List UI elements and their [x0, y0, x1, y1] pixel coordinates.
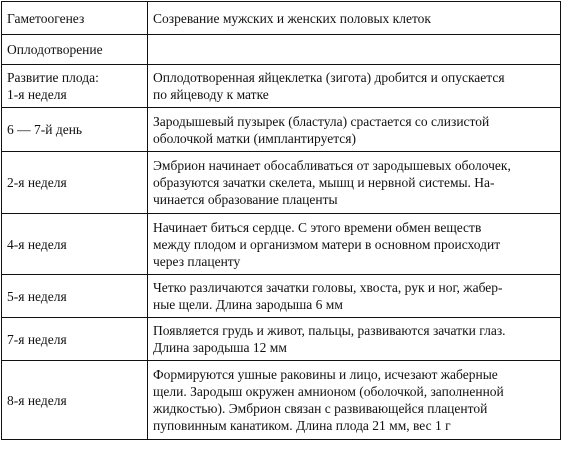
- description-cell: [148, 361, 561, 440]
- stage-label: Развитие плода: 1-я неделя: [7, 70, 99, 102]
- stage-label: 6 — 7-й день: [7, 122, 83, 137]
- stage-label: 5-я неделя: [7, 288, 67, 304]
- stage-label: 2-я неделя: [7, 175, 67, 190]
- stage-label: 4-я неделя: [7, 236, 67, 252]
- stage-label: Оплодотворение: [7, 42, 103, 57]
- table-row: [2, 35, 561, 65]
- description-cell: [148, 108, 561, 152]
- stage-description: Появляется грудь и живот, пальцы, развиваются зачатки глаз. Длина зародыша 12 мм: [153, 323, 506, 355]
- table-row: [2, 65, 561, 108]
- stage-cell: [2, 214, 148, 275]
- description-cell: [148, 318, 561, 361]
- stage-cell: [2, 275, 148, 318]
- stage-description: Формируются ушные раковины и лицо, исчезают жаберные щели. Зародыш окружен амнионом (оболочкой, заполненной жидкостью). Эмбрион связан с развивающейся плацентой пуповинным канатиком. Длина плода 21 мм, вес 1 г: [153, 367, 504, 433]
- stage-cell: [2, 361, 148, 440]
- stage-label: Гаметоогенез: [7, 10, 85, 26]
- stage-cell: [2, 65, 148, 108]
- table-row: [2, 275, 561, 318]
- stage-description: Начинает биться сердце. С этого времени обмен веществ между плодом и организмом матери в основном происходит через плаценту: [153, 219, 501, 269]
- description-cell: [148, 65, 561, 108]
- table-row: [2, 361, 561, 440]
- stage-label: 7-я неделя: [7, 331, 67, 347]
- table-row: [2, 108, 561, 152]
- stage-description: Эмбрион начинает обосабливаться от зародышевых оболочек, образуются зачатки скелета, мышц и нервной системы. На- чинается образование плаценты: [153, 158, 511, 207]
- description-cell: [148, 214, 561, 275]
- stage-cell: [2, 108, 148, 152]
- table-row: [2, 152, 561, 214]
- table-row: [2, 318, 561, 361]
- stage-label: 8-я неделя: [7, 392, 67, 408]
- description-cell: [148, 35, 561, 65]
- stage-cell: [2, 318, 148, 361]
- stage-description: Созревание мужских и женских половых клеток: [153, 10, 431, 26]
- stage-description: Оплодотворенная яйцеклетка (зигота) дробится и опускается по яйцеводу к матке: [153, 70, 505, 102]
- description-cell: [148, 2, 561, 35]
- table-row: [2, 214, 561, 275]
- table-row: [2, 2, 561, 35]
- stage-cell: [2, 152, 148, 214]
- stage-cell: [2, 2, 148, 35]
- description-cell: [148, 275, 561, 318]
- embryo-development-table: [1, 1, 561, 440]
- stage-cell: [2, 35, 148, 65]
- stage-description: Четко различаются зачатки головы, хвоста, рук и ног, жабер- ные щели. Длина зародыша 6 мм: [153, 280, 503, 312]
- stage-description: Зародышевый пузырек (бластула) срастается со слизистой оболочкой матки (имплантируется): [153, 113, 490, 146]
- description-cell: [148, 152, 561, 214]
